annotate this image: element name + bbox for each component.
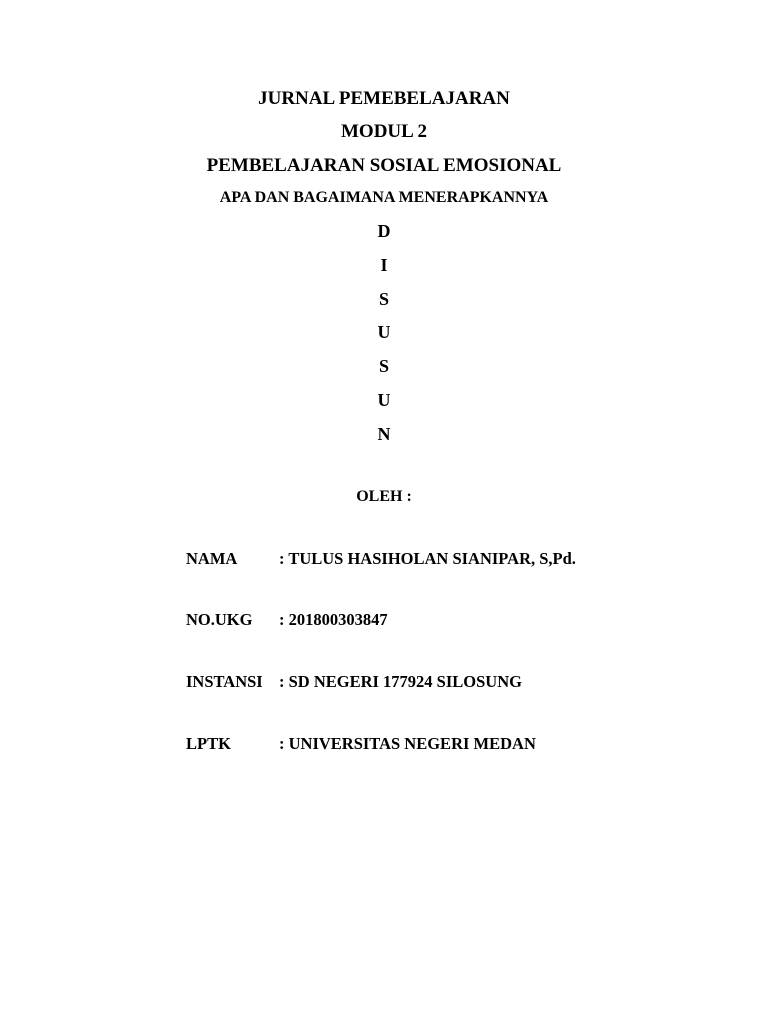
disusun-letter: U <box>377 390 391 410</box>
journal-title: JURNAL PEMEBELAJARAN <box>258 88 510 109</box>
module-topic: PEMBELAJARAN SOSIAL EMOSIONAL <box>206 155 562 176</box>
nama-label: NAMA <box>186 549 238 568</box>
disusun-letter: S <box>378 356 389 376</box>
disusun-letter: I <box>380 255 388 275</box>
module-number: MODUL 2 <box>340 121 428 142</box>
lptk-label: LPTK <box>186 734 231 753</box>
disusun-letter: N <box>377 424 391 444</box>
instansi-value: : SD NEGERI 177924 SILOSUNG <box>279 672 522 691</box>
disusun-letter: U <box>377 322 391 342</box>
nama-value: : TULUS HASIHOLAN SIANIPAR, S,Pd. <box>279 549 576 568</box>
disusun-letter: D <box>377 221 391 241</box>
oleh-heading: OLEH : <box>356 488 412 505</box>
instansi-label: INSTANSI <box>186 672 263 691</box>
no-ukg-label: NO.UKG <box>186 610 253 629</box>
disusun-letter: S <box>378 289 389 309</box>
module-subtitle: APA DAN BAGAIMANA MENERAPKANNYA <box>219 189 549 206</box>
lptk-value: : UNIVERSITAS NEGERI MEDAN <box>279 734 536 753</box>
no-ukg-value: : 201800303847 <box>279 610 388 629</box>
